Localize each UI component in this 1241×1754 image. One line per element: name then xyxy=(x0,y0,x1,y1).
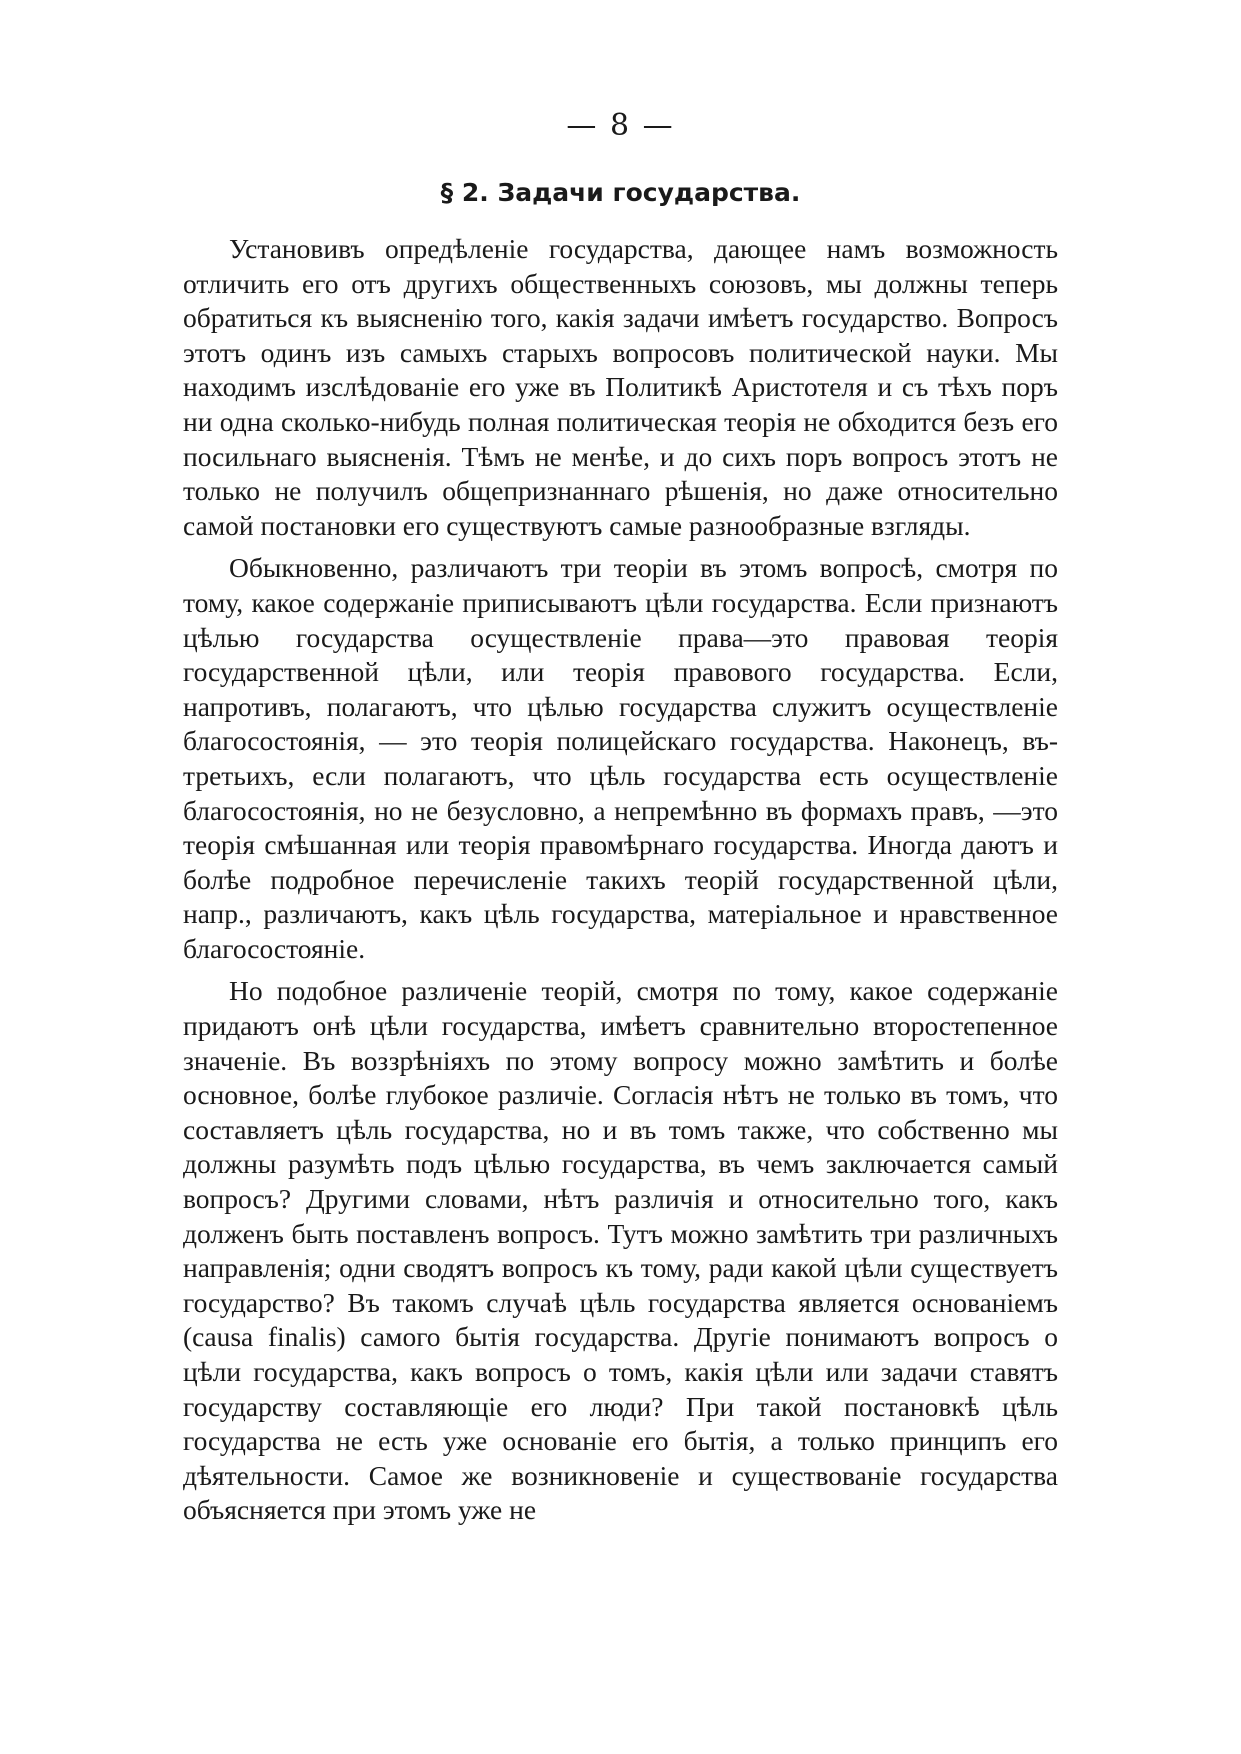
paragraph-3: Но подобное различеніе теорій, смотря по тому, какое содержаніе придаютъ онѣ цѣли государства, имѣетъ сравнительно второстепенное значеніе. Въ воззрѣніяхъ по этому вопросу можно замѣтить и болѣе основное, болѣе глубокое различіе. Согласія нѣтъ не только въ томъ, что составляетъ цѣль государства, но и въ томъ также, что собственно мы должны разумѣть подъ цѣлью государства, въ чемъ заключается самый вопросъ? Другими словами, нѣтъ различія и относительно того, какъ долженъ быть поставленъ вопросъ. Тутъ можно замѣтить три различныхъ направленія; одни сводятъ вопросъ къ тому, ради какой цѣли существуетъ государство? Въ такомъ случаѣ цѣль государства является основаніемъ (causa finalis) самого бытія государства. Другіе понимаютъ вопросъ о цѣли государства, какъ вопросъ о томъ, какія цѣли или задачи ставятъ государству составляющіе его люди? При такой постановкѣ цѣль государства не есть уже основаніе его бытія, а только принципъ его дѣятельности. Самое же возникновеніе и существованіе государства объясняется при этомъ уже не xyxy=(183,975,1058,1526)
body-text xyxy=(183,232,1058,1528)
page-number: — 8 — xyxy=(566,108,675,143)
paragraph-1: Установивъ опредѣленіе государства, дающее намъ возможность отличить его отъ другихъ общественныхъ союзовъ, мы должны теперь обратиться къ выясненію того, какія задачи имѣетъ государство. Вопросъ этотъ одинъ изъ самыхъ старыхъ вопросовъ политической науки. Мы находимъ изслѣдованіе его уже въ Политикѣ Аристотеля и съ тѣхъ поръ ни одна сколько-нибудь полная политическая теорія не обходится безъ его посильнаго выясненія. Тѣмъ не менѣе, и до сихъ поръ вопросъ этотъ не только не получилъ общепризнаннаго рѣшенія, но даже относительно самой постановки его существуютъ самые разнообразные взгляды. xyxy=(183,233,1058,541)
paragraph-2: Обыкновенно, различаютъ три теоріи въ этомъ вопросѣ, смотря по тому, какое содержаніе приписываютъ цѣли государства. Если признаютъ цѣлью государства осуществленіе права—это правовая теорія государственной цѣли, или теорія правового государства. Если, напротивъ, полагаютъ, что цѣлью государства служитъ осуществленіе благосостоянія, — это теорія полицейскаго государства. Наконецъ, въ-третьихъ, если полагаютъ, что цѣль государства есть осуществленіе благосостоянія, но не безусловно, а непремѣнно въ формахъ правъ, —это теорія смѣшанная или теорія правомѣрнаго государства. Иногда даютъ и болѣе подробное перечисленіе такихъ теорій государственной цѣли, напр., различаютъ, какъ цѣль государства, матеріальное и нравственное благосостояніе. xyxy=(183,552,1058,964)
section-heading: § 2. Задачи государства. xyxy=(440,178,801,207)
